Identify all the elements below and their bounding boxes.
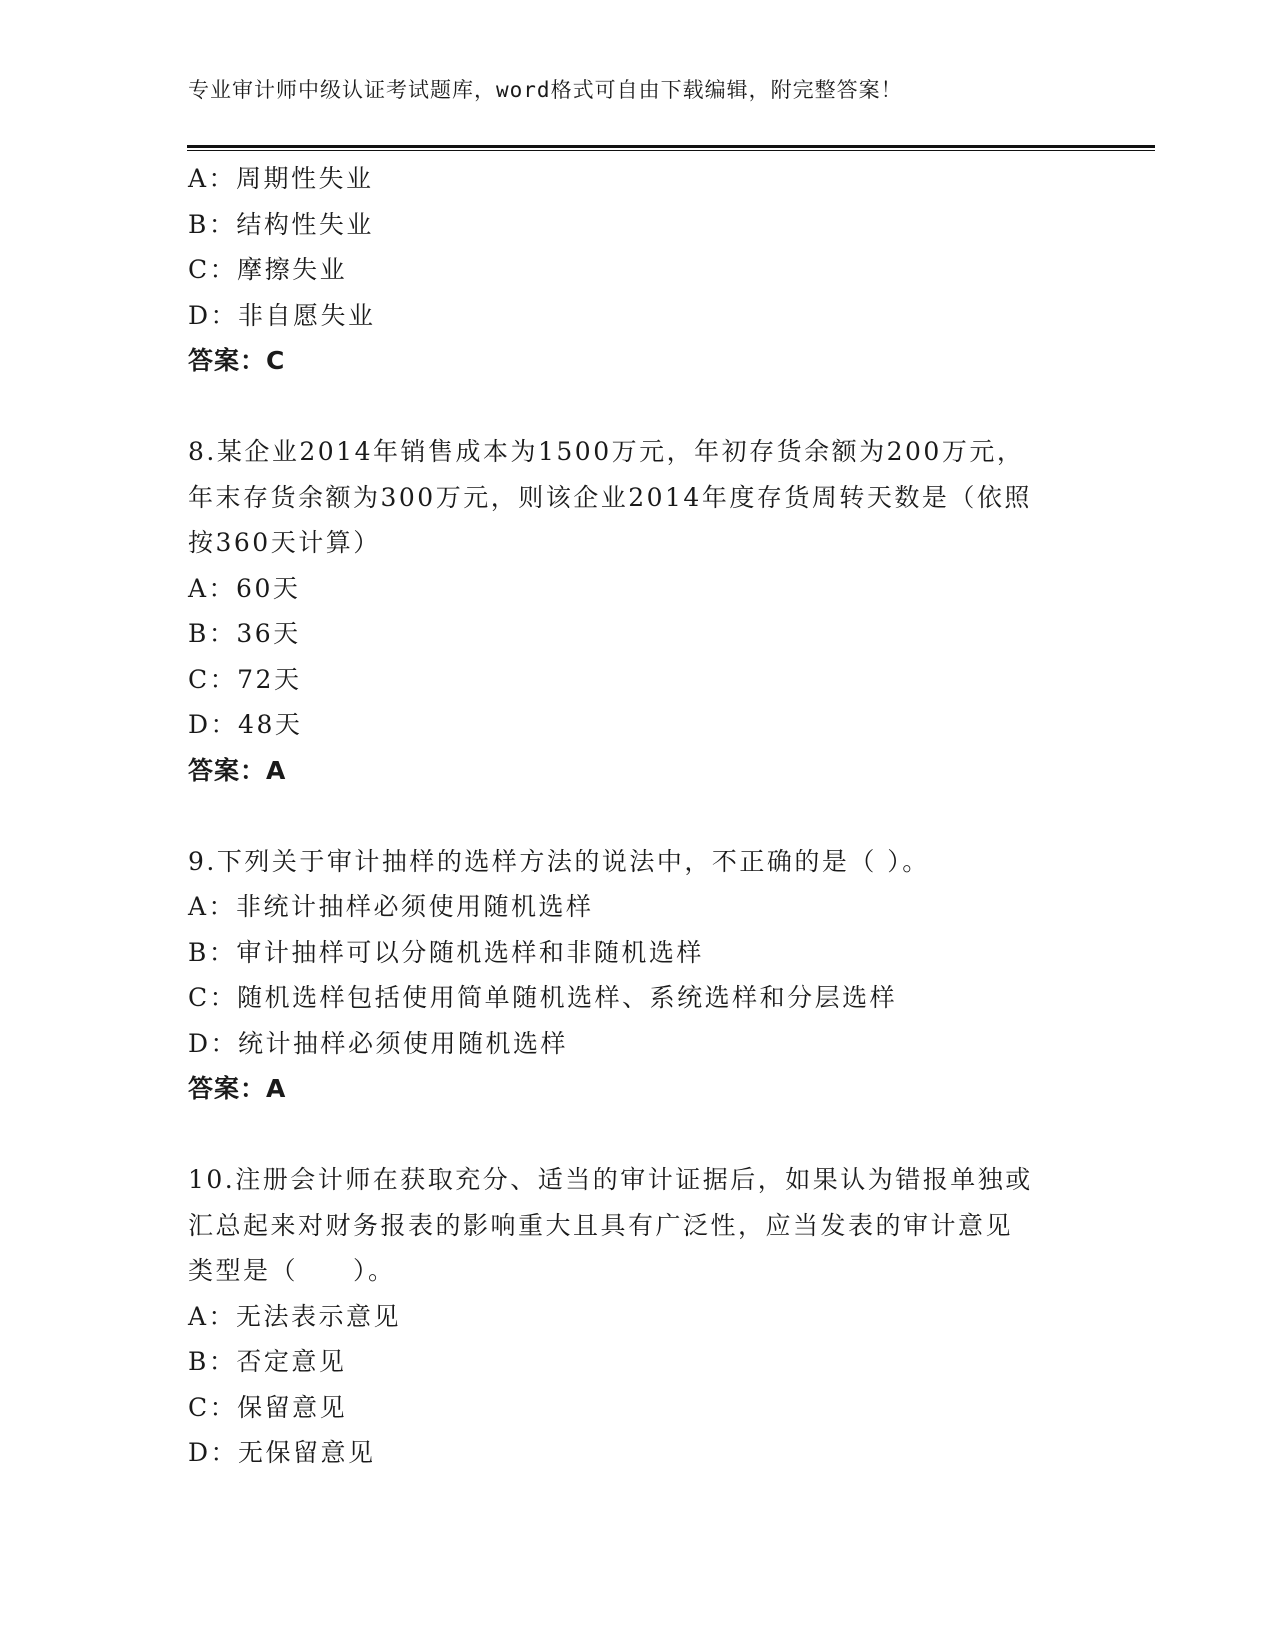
question-text-line: 按360天计算） — [188, 528, 381, 557]
option-c: C：72天 — [188, 664, 302, 694]
option-a: A：60天 — [188, 573, 301, 603]
header-rule-thick — [187, 145, 1155, 148]
answer: 答案：A — [188, 755, 287, 785]
page-header: 专业审计师中级认证考试题库，word格式可自由下载编辑，附完整答案！ — [188, 78, 903, 102]
header-rule-thin — [187, 150, 1155, 151]
question-content — [188, 156, 1088, 1476]
question-text-line: 8.某企业2014年销售成本为1500万元，年初存货余额为200万元， — [188, 437, 1025, 466]
question-text-line: 10.注册会计师在获取充分、适当的审计证据后，如果认为错报单独或 — [188, 1165, 1033, 1194]
answer: 答案：C — [188, 346, 286, 375]
option-d: D：48天 — [188, 710, 303, 739]
question-8 — [188, 429, 1088, 793]
option-c: C：随机选样包括使用简单随机选样、系统选样和分层选样 — [188, 983, 898, 1012]
option-d: D：统计抽样必须使用随机选样 — [188, 1028, 569, 1058]
question-text-line: 年末存货余额为300万元，则该企业2014年度存货周转天数是（依照 — [188, 482, 1032, 512]
question-9 — [188, 839, 1088, 1112]
spacer — [188, 793, 1088, 839]
question-text-line: 9.下列关于审计抽样的选样方法的说法中，不正确的是（ ）。 — [188, 846, 930, 876]
option-a: A：无法表示意见 — [188, 1301, 402, 1331]
option-b: B：审计抽样可以分随机选样和非随机选样 — [188, 937, 704, 967]
option-b: B：结构性失业 — [188, 209, 374, 239]
option-c: C：保留意见 — [188, 1392, 348, 1422]
option-c: C：摩擦失业 — [188, 255, 348, 284]
answer: 答案：A — [188, 1074, 287, 1103]
option-a: A：非统计抽样必须使用随机选样 — [188, 892, 594, 921]
question-text-line: 汇总起来对财务报表的影响重大且具有广泛性，应当发表的审计意见 — [188, 1210, 1014, 1240]
option-d: D：无保留意见 — [188, 1438, 376, 1467]
spacer — [188, 384, 1088, 430]
question-7 — [188, 156, 1088, 384]
option-a: A：周期性失业 — [188, 164, 374, 193]
option-d: D：非自愿失业 — [188, 300, 376, 330]
spacer — [188, 1112, 1088, 1158]
option-b: B：否定意见 — [188, 1347, 347, 1376]
question-text-line: 类型是（ ）。 — [188, 1256, 396, 1285]
question-10 — [188, 1157, 1088, 1476]
option-b: B：36天 — [188, 619, 301, 648]
